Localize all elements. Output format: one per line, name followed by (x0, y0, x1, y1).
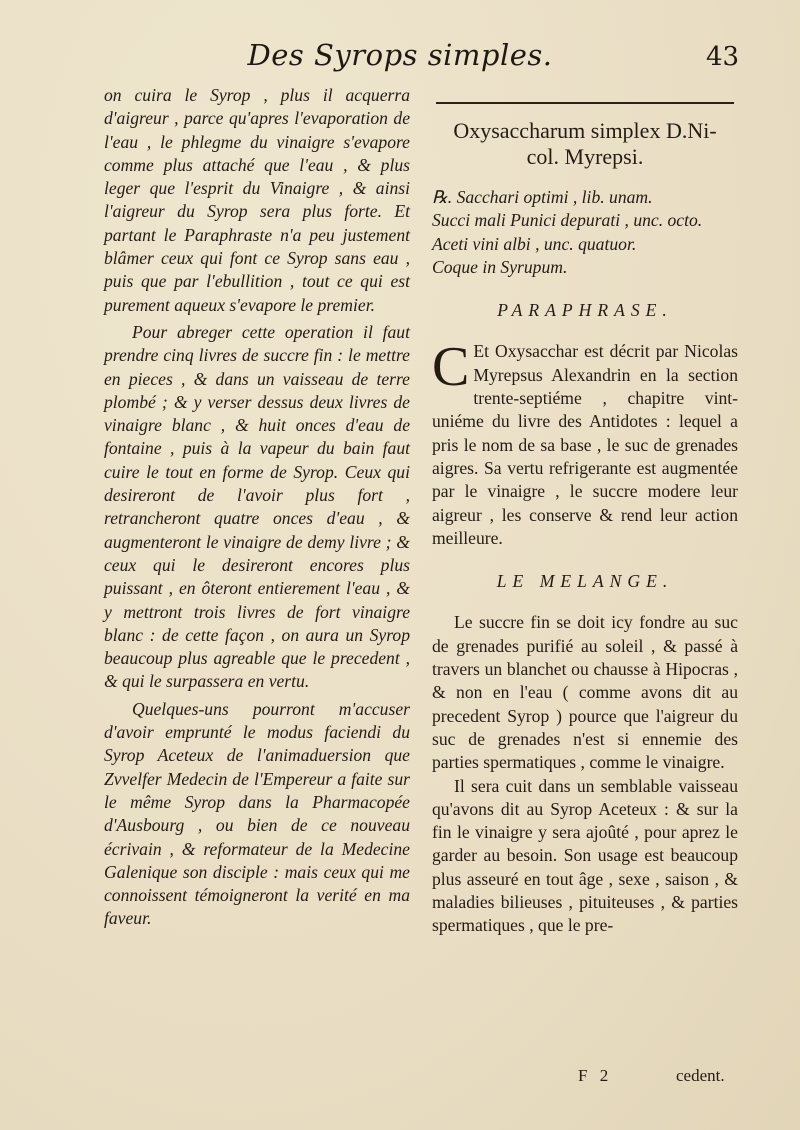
left-column (104, 84, 410, 931)
recipe-title-line-1: Oxysaccharum simplex D.Ni- (453, 118, 717, 143)
left-paragraph-2: Pour abreger cette operation il faut prendre cinq livres de succre fin : le mettre en pieces , & dans un vaisseau de terre plombé ; & y verser dessus deux livres de vinaigre blanc , & huit onces d'eau de fontaine , puis à la vapeur du bain faut cuire le tout en forme de Syrop. Ceux qui desireront de l'avoir plus fort , retrancheront quatre onces d'eau , & augmenteront le vinaigre de demy livre ; & ceux qui le desireront encores plus puissant , en ôteront entierement l'eau , & y mettront trois livres de fort vinaigre blanc : de cette façon , on aura un Syrop beaucoup plus agreable que le precedent , & qui le surpassera en vertu. (104, 321, 410, 692)
heading-paraphrase: PARAPHRASE. (497, 300, 673, 321)
recipe-line-1: ℞. Sacchari optimi , lib. unam. (432, 187, 653, 207)
paraphrase-paragraph (432, 336, 738, 550)
page-number: 43 (706, 42, 740, 72)
recipe-line-3: Aceti vini albi , unc. quatuor. (432, 233, 637, 254)
left-paragraph-1: on cuira le Syrop , plus il acquerra d'aigreur , parce qu'apres l'evaporation de l'eau , le phlegme du vinaigre s'evapore comme plus attaché que l'eau , & plus leger que l'esprit du Vinaigre , & ainsi l'aigreur du Syrop sera plus forte. Et partant le Paraphraste n'a peu justement blâmer ceux qui font ce Syrop sans eau , puis que par l'ebullition , tout ce qui est purement aqueux s'evapore le premier. (104, 85, 410, 315)
melange-paragraph-2: Il sera cuit dans un semblable vaisseau qu'avons dit au Syrop Aceteux : & sur la fin le vinaigre y sera ajoûté , pour aprez le garder au besoin. Son usage est beaucoup plus asseuré en tout âge , sexe , saison , & maladies bilieuses , pituiteuses , & parties spermatiques , que le pre- (432, 775, 738, 936)
recipe-title-line-2: col. Myrepsi. (526, 144, 644, 169)
melange-paragraph-1: Le succre fin se doit icy fondre au suc de grenades purifié au soleil , & passé à travers un blanchet ou chausse à Hipocras , & non en l'eau ( comme avons dit au precedent Syrop ) pource que l'aigreur du suc de grenades n'est si ennemie des parties spermatiques , comme le vinaigre. (432, 612, 738, 773)
catchword: cedent. (676, 1066, 725, 1085)
paraphrase-text: Et Oxysacchar est décrit par Nicolas Myrepsus Alexandrin en la section trente-septiéme , chapitre vint-uniéme du livre des Antidotes : lequel a pris le nom de sa base , le suc de grenades aigres. Sa vertu refrigerante est augmentée par le vinaigre , le succre modere leur aigreur , les conserve & rend leur action meilleure. (432, 341, 738, 548)
right-column (432, 84, 738, 938)
header-rule (436, 102, 734, 104)
left-paragraph-3: Quelques-uns pourront m'accuser d'avoir emprunté le modus faciendi du Syrop Aceteux de l'animaduersion que Zvvelfer Medecin de l'Empereur a faite sur le même Syrop dans la Pharmacopée d'Ausbourg , ou bien de ce nouveau écrivain , & reformateur de la Medecine Galenique son disciple : mais ceux qui me connoissent témoigneront la verité en ma faveur. (104, 698, 410, 929)
heading-melange: LE MELANGE. (496, 571, 674, 592)
running-head-title: Des Syrops simples. (247, 38, 553, 72)
recipe-line-4: Coque in Syrupum. (432, 256, 568, 277)
drop-cap: C (432, 336, 470, 399)
recipe-title (432, 118, 738, 170)
signature-mark: F 2 (578, 1066, 609, 1085)
recipe-line-2: Succi mali Punici depurati , unc. octo. (432, 210, 703, 231)
